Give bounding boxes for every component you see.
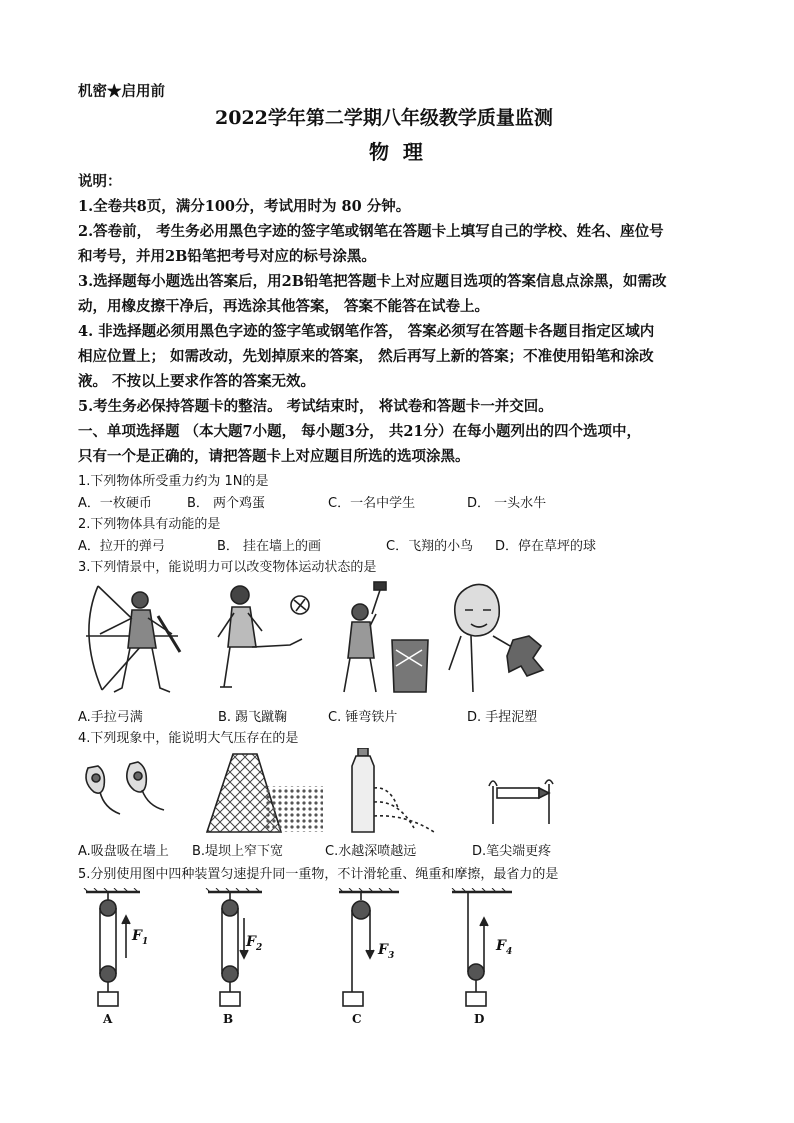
- q1-option-c: C．一名中学生: [328, 496, 416, 511]
- q4-stem: 4.下列现象中，能说明大气压存在的是: [78, 731, 299, 746]
- pulley-label-d: D: [474, 1012, 485, 1026]
- subject-title: 物 理: [369, 140, 423, 164]
- instruction-line: 和考号，并用2B铅笔把考号对应的标号涂黑。: [78, 248, 376, 265]
- q1-option-a: A．一枚硬币: [78, 496, 152, 511]
- q4-option-b: B.堤坝上窄下宽: [192, 844, 284, 859]
- q4-option-c: C.水越深喷越远: [325, 844, 417, 859]
- pulley-system-d: [448, 888, 528, 1008]
- instruction-line: 1.全卷共8页，满分100分，考试用时为 80 分钟。: [78, 198, 411, 215]
- q5-stem: 5.分别使用图中四种装置匀速提升同一重物，不计滑轮重、绳重和摩擦，最省力的是: [78, 867, 559, 882]
- clay-figure-illustration: [443, 580, 551, 696]
- instruction-line: 3.选择题每小题选出答案后，用2B铅笔把答题卡上对应题目选项的答案信息点涂黑，如需改: [78, 273, 667, 290]
- force-label-f1: $F_1$: [132, 928, 149, 947]
- instruction-line: 动，用橡皮擦干净后，再选涂其他答案， 答案不能答在试卷上。: [78, 298, 490, 315]
- dam-illustration: [205, 752, 325, 834]
- q2-option-d: D．停在草坪的球: [495, 539, 597, 554]
- pulley-system-c: [335, 888, 415, 1008]
- instruction-line: 相应位置上； 如需改动，先划掉原来的答案， 然后再写上新的答案；不准使用铅笔和涂改: [78, 348, 654, 365]
- q4-option-d: D.笔尖端更疼: [472, 844, 552, 859]
- exam-title: 2022学年第二学期八年级教学质量监测: [215, 107, 553, 129]
- pulley-system-a: [80, 888, 160, 1008]
- q3-option-a: A.手拉弓满: [78, 710, 143, 725]
- q3-option-b: B. 踢飞蹴鞠: [218, 710, 288, 725]
- suction-cup-illustration: [80, 752, 170, 832]
- pulley-label-a: A: [103, 1012, 113, 1026]
- instruction-line: 液。 不按以上要求作答的答案无效。: [78, 373, 316, 390]
- q3-option-c: C. 锤弯铁片: [328, 710, 398, 725]
- q2-option-c: C．飞翔的小鸟: [386, 539, 474, 554]
- pulley-label-c: C: [352, 1012, 362, 1026]
- force-label-f3: $F_3$: [378, 942, 395, 961]
- section-heading-cont: 只有一个是正确的，请把答题卡上对应题目所选的选项涂黑。: [78, 448, 470, 465]
- q4-option-a: A.吸盘吸在墙上: [78, 844, 169, 859]
- instruction-line: 5.考生务必保持答题卡的整洁。 考试结束时， 将试卷和答题卡一并交回。: [78, 398, 553, 415]
- pulley-system-b: [202, 888, 282, 1008]
- q3-stem: 3.下列情景中，能说明力可以改变物体运动状态的是: [78, 560, 377, 575]
- q2-option-a: A．拉开的弹弓: [78, 539, 165, 554]
- archer-illustration: [80, 578, 190, 700]
- q2-stem: 2.下列物体具有动能的是: [78, 517, 221, 532]
- pulley-label-b: B: [223, 1012, 234, 1026]
- kick-ball-illustration: [210, 583, 330, 695]
- water-bottle-illustration: [350, 748, 440, 834]
- section-heading: 一、单项选择题 （本大题7小题， 每小题3分， 共21分）在每小题列出的四个选项中，: [78, 423, 641, 440]
- q1-option-d: D． 一头水牛: [467, 496, 547, 511]
- q1-stem: 1.下列物体所受重力约为 1N的是: [78, 474, 269, 489]
- instruction-line: 2.答卷前， 考生务必用黑色字迹的签字笔或钢笔在答题卡上填写自己的学校、姓名、座位号: [78, 223, 664, 240]
- confidential-label: 机密★启用前: [78, 83, 165, 100]
- force-label-f4: $F_4$: [496, 938, 513, 957]
- hammer-illustration: [330, 580, 434, 698]
- instructions-heading: 说明：: [78, 173, 122, 190]
- instruction-line: 4. 非选择题必须用黑色字迹的签字笔或钢笔作答， 答案必须写在答题卡各题目指定区域内: [78, 323, 655, 340]
- force-label-f2: $F_2$: [246, 934, 263, 953]
- q1-option-b: B． 两个鸡蛋: [187, 496, 266, 511]
- pencil-fingers-illustration: [485, 770, 557, 830]
- q3-option-d: D. 手捏泥塑: [467, 710, 538, 725]
- q2-option-b: B． 挂在墙上的画: [217, 539, 322, 554]
